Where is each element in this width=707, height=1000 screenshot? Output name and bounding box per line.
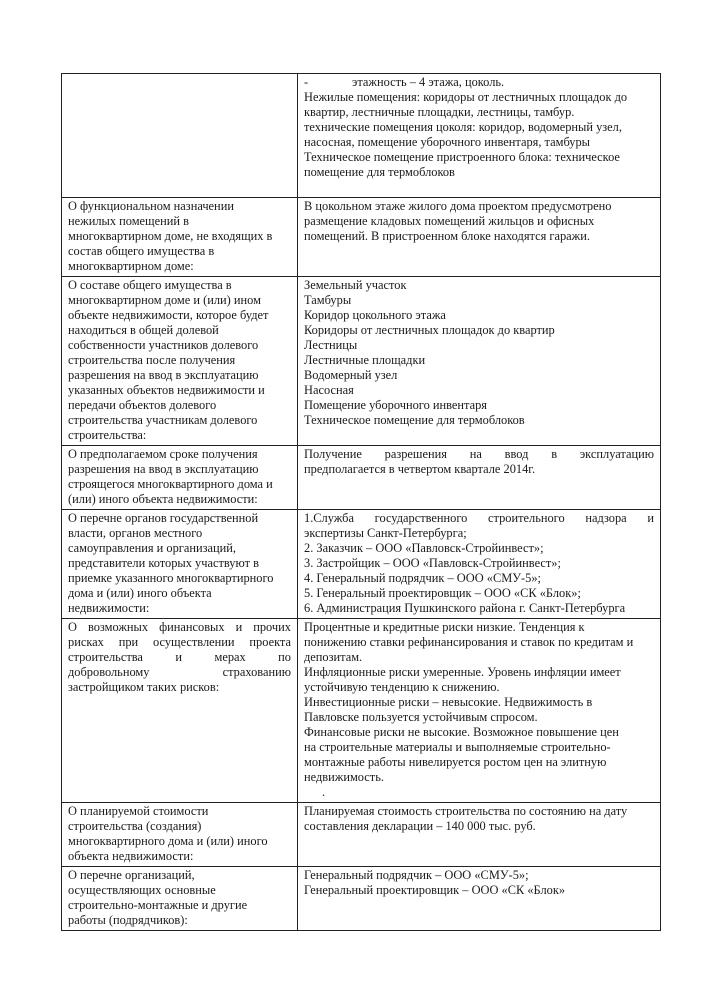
text-line: Планируемая стоимость строительства по состоянию на дату xyxy=(304,804,628,818)
text-line: власти, органов местного xyxy=(68,526,203,540)
list-item: Техническое помещение для термоблоков xyxy=(304,413,525,427)
text-line: О перечне организаций, xyxy=(68,868,195,882)
row-value-cell xyxy=(298,198,661,277)
text-line: передачи объектов долевого xyxy=(68,398,217,412)
text-line: разрешения на ввод в эксплуатацию xyxy=(68,462,259,476)
text-line: Техническое помещение пристроенного блока: техническое xyxy=(304,150,620,164)
text-line: Нежилые помещения: коридоры от лестничных площадок до xyxy=(304,90,628,104)
declaration-table xyxy=(61,73,661,931)
text-line: Процентные и кредитные риски низкие. Тенденция к xyxy=(304,620,585,634)
text-line: Финансовые риски не высокие. Возможное повышение цен xyxy=(304,725,619,739)
text-line: строящегося многоквартирного дома и xyxy=(68,477,273,491)
text-line: помещений. В пристроенном блоке находятся гаражи. xyxy=(304,229,590,243)
text-line: находиться в общей долевой xyxy=(68,323,219,337)
text-line: добровольному страхованию xyxy=(68,665,291,679)
text-line: объекте недвижимости, которое будет xyxy=(68,308,269,322)
text-line: устойчивую тенденцию к снижению. xyxy=(304,680,500,694)
text-line: В цокольном этаже жилого дома проектом предусмотрено xyxy=(304,199,612,213)
text-line: многоквартирном доме: xyxy=(68,259,194,273)
text-line: строительно-монтажные и другие xyxy=(68,898,248,912)
row-label-cell xyxy=(62,277,298,446)
text-line: застройщиком таких рисков: xyxy=(68,680,220,694)
text-line: помещение для термоблоков xyxy=(304,165,455,179)
table-row xyxy=(62,867,661,931)
list-item: 3. Застройщик – ООО «Павловск-Стройинвест»; xyxy=(304,556,561,570)
text-line: (или) иного объекта недвижимости: xyxy=(68,492,258,506)
text-line: строительства и мерах по xyxy=(68,650,291,664)
row-label-cell xyxy=(62,198,298,277)
table-row xyxy=(62,198,661,277)
text-line: рисках при осуществлении проекта xyxy=(68,635,291,649)
text-line: строительства: xyxy=(68,428,147,442)
text-line: объекта недвижимости: xyxy=(68,849,194,863)
dot-mark: . xyxy=(322,785,326,799)
text-line: депозитам. xyxy=(304,650,363,664)
table-row xyxy=(62,277,661,446)
text-line: многоквартирном доме и (или) ином xyxy=(68,293,261,307)
row-label-cell xyxy=(62,74,298,198)
text-line: О возможных финансовых и прочих xyxy=(68,620,291,634)
text-line: приемке указанного многоквартирного xyxy=(68,571,274,585)
text-line: монтажные работы нивелируется ростом цен на элитную xyxy=(304,755,607,769)
table-row xyxy=(62,619,661,803)
list-item: Генеральный проектировщик – ООО «СК «Блок» xyxy=(304,883,566,897)
list-item: - этажность – 4 этажа, цоколь. xyxy=(304,75,505,89)
text-line: О составе общего имущества в xyxy=(68,278,232,292)
row-value-cell xyxy=(298,74,661,198)
text-line: строительства участникам долевого xyxy=(68,413,258,427)
text-line: насосная, помещение уборочного инвентаря, тамбуры xyxy=(304,135,590,149)
text-line: размещение кладовых помещений жильцов и офисных xyxy=(304,214,595,228)
table-row xyxy=(62,74,661,198)
row-label-cell xyxy=(62,619,298,803)
text-line: Инфляционные риски умеренные. Уровень инфляции имеет xyxy=(304,665,621,679)
text-line: осуществляющих основные xyxy=(68,883,216,897)
list-item: Коридор цокольного этажа xyxy=(304,308,446,322)
list-item: Земельный участок xyxy=(304,278,407,292)
list-item: 5. Генеральный проектировщик – ООО «СК «Блок»; xyxy=(304,586,581,600)
row-value-cell xyxy=(298,510,661,619)
text-line: дома и (или) иного объекта xyxy=(68,586,212,600)
text-line: самоуправления и организаций, xyxy=(68,541,237,555)
row-value-cell xyxy=(298,619,661,803)
list-item: Лестничные площадки xyxy=(304,353,426,367)
text-line: представители которых участвуют в xyxy=(68,556,259,570)
text-line: О предполагаемом сроке получения xyxy=(68,447,258,461)
list-item: Лестницы xyxy=(304,338,358,352)
text-line: работы (подрядчиков): xyxy=(68,913,188,927)
text-line: технические помещения цоколя: коридор, водомерный узел, xyxy=(304,120,622,134)
list-item: 4. Генеральный подрядчик – ООО «СМУ-5»; xyxy=(304,571,541,585)
text-line: строительства после получения xyxy=(68,353,236,367)
text-line: недвижимости: xyxy=(68,601,150,615)
text-line: строительства (создания) xyxy=(68,819,202,833)
row-value-cell xyxy=(298,867,661,931)
text-line: квартир, лестничные площадки, лестницы, тамбур. xyxy=(304,105,575,119)
text-line: на строительные материалы и выполняемые строительно- xyxy=(304,740,611,754)
list-item: экспертизы Санкт-Петербурга; xyxy=(304,526,467,540)
text-line: О перечне органов государственной xyxy=(68,511,259,525)
text-line: состав общего имущества в xyxy=(68,244,215,258)
text-line: понижению ставки рефинансирования и ставок по кредитам и xyxy=(304,635,634,649)
text-line: многоквартирного дома и (или) иного xyxy=(68,834,268,848)
list-item: Водомерный узел xyxy=(304,368,398,382)
list-item: 2. Заказчик – ООО «Павловск-Стройинвест»; xyxy=(304,541,544,555)
text-line: предполагается в четвертом квартале 2014г. xyxy=(304,462,536,476)
row-label-cell xyxy=(62,867,298,931)
text-line: собственности участников долевого xyxy=(68,338,259,352)
list-item: 1.Служба государственного строительного надзора и xyxy=(304,511,654,525)
text-line: недвижимость. xyxy=(304,770,384,784)
list-item: Тамбуры xyxy=(304,293,352,307)
list-item: 6. Администрация Пушкинского района г. Санкт-Петербурга xyxy=(304,601,626,615)
row-value-cell xyxy=(298,446,661,510)
row-label-cell xyxy=(62,446,298,510)
text-line: Павловске пользуется устойчивым спросом. xyxy=(304,710,538,724)
text-line: многоквартирном доме, не входящих в xyxy=(68,229,273,243)
row-value-cell xyxy=(298,277,661,446)
list-item: Генеральный подрядчик – ООО «СМУ-5»; xyxy=(304,868,529,882)
text-line: указанных объектов недвижимости и xyxy=(68,383,265,397)
table-row xyxy=(62,803,661,867)
list-item: Коридоры от лестничных площадок до квартир xyxy=(304,323,555,337)
table-row xyxy=(62,510,661,619)
text-line: нежилых помещений в xyxy=(68,214,189,228)
table-row xyxy=(62,446,661,510)
text-line: Получение разрешения на ввод в эксплуатацию xyxy=(304,447,654,461)
text-line: составления декларации – 140 000 тыс. руб. xyxy=(304,819,536,833)
text-line: О функциональном назначении xyxy=(68,199,234,213)
text-line: Инвестиционные риски – невысокие. Недвижимость в xyxy=(304,695,593,709)
list-item: Помещение уборочного инвентаря xyxy=(304,398,488,412)
text-line: разрешения на ввод в эксплуатацию xyxy=(68,368,259,382)
row-label-cell xyxy=(62,803,298,867)
row-label-cell xyxy=(62,510,298,619)
row-value-cell xyxy=(298,803,661,867)
list-item: Насосная xyxy=(304,383,354,397)
text-line: О планируемой стоимости xyxy=(68,804,209,818)
